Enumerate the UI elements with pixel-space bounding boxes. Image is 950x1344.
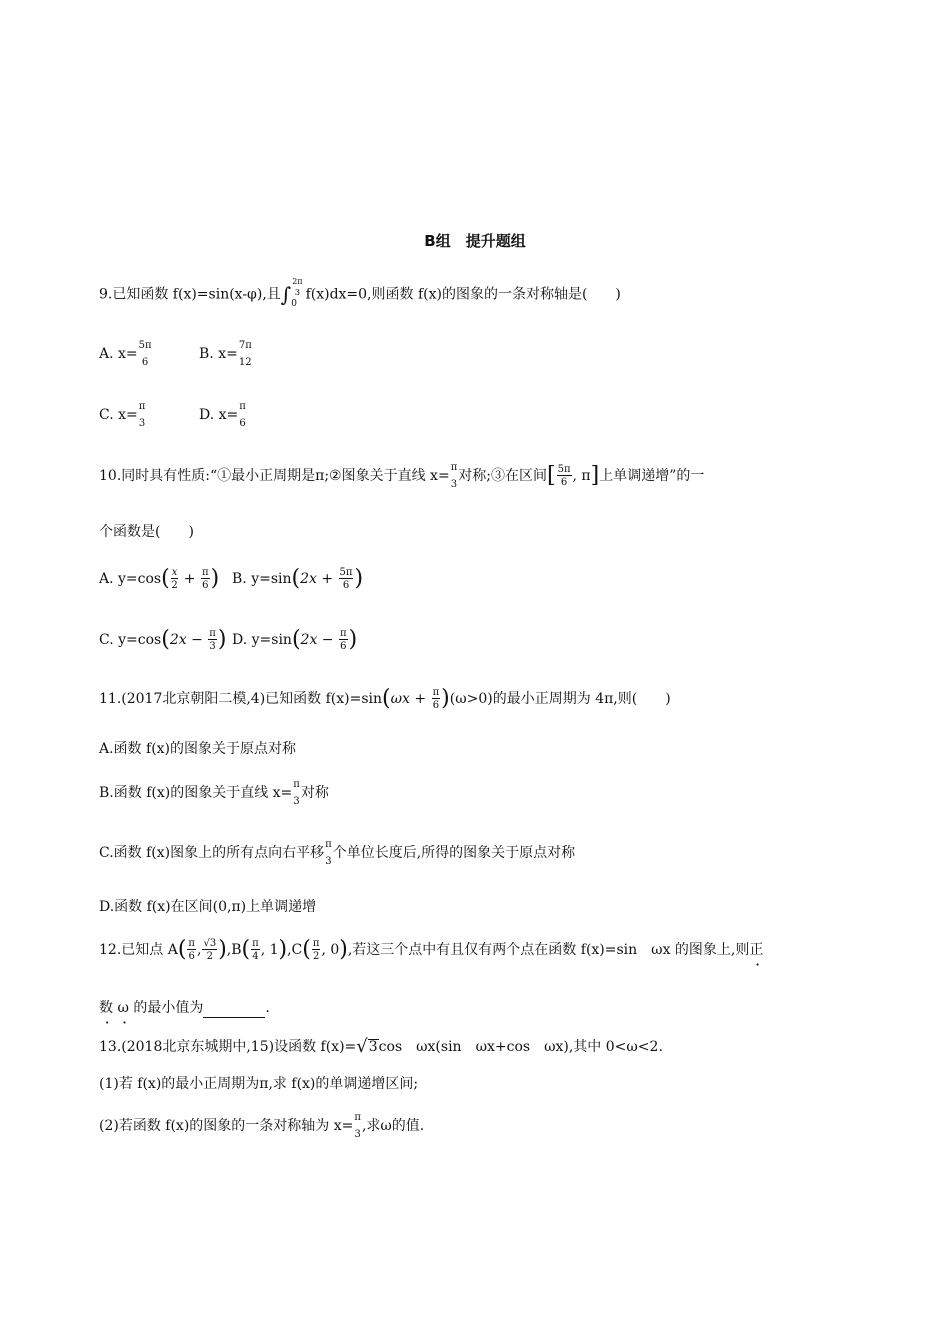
q11-option-b: B.函数 f(x)的图象关于直线 x= π 3 对称	[99, 779, 329, 807]
q13-part2: (2)若函数 f(x)的图象的一条对称轴为 x= π 3 ,求ω的值.	[99, 1112, 425, 1140]
section-title: B组 提升题组	[424, 232, 526, 250]
q11-option-c: C.函数 f(x)图象上的所有点向右平移 π 3 个单位长度后,所得的图象关于原点对称	[99, 839, 576, 867]
answer-blank	[203, 1003, 265, 1018]
q10-option-b: B. y=sin(2x + $\frac{5\pi}{6}$ )	[232, 566, 364, 591]
q11-option-d: D.函数 f(x)在区间(0,π)上单调递增	[99, 899, 317, 915]
q12-stem-line2: 数 ω · 的最小值为 .	[99, 998, 270, 1018]
q10-option-d: D. y=sin(2x − $\frac{\pi}{6}$ )	[232, 627, 358, 652]
q10-stem: 10.同时具有性质:“①最小正周期是π;②图象关于直线 x= π 3 对称;③在区间[ $\frac{5\pi}{6}$ , π]上单调递增”的一	[99, 462, 705, 490]
q13-stem: 13.(2018北京东城期中,15)设函数 f(x)=√3cos ωx(sin ωx+cos ωx),其中 0<ω<2.	[99, 1036, 663, 1057]
q9-option-b: B. x= 7π 12	[199, 340, 252, 368]
q9-option-d: D. x= π 6	[199, 401, 246, 429]
q9-option-c: C. x= π 3	[99, 401, 146, 429]
integral-sign: ∫	[280, 282, 292, 307]
sqrt-icon: √	[356, 1036, 368, 1057]
q11-option-a: A.函数 f(x)的图象关于原点对称	[99, 741, 297, 757]
q11-stem: 11.(2017北京朝阳二模,4)已知函数 f(x)=sin(ωx + $\frac{\pi}{6}$ )(ω>0)的最小正周期为 4π,则( )	[99, 686, 671, 711]
q10-option-c: C. y=cos(2x − $\frac{\pi}{3}$ )	[99, 627, 227, 652]
q10-stem-line2: 个函数是( )	[99, 524, 194, 540]
q10-option-a: A. y=cos( $\frac{x}{2}$ + $\frac{\pi}{6}$ )	[99, 566, 220, 591]
q9-option-a: A. x= 5π 6	[99, 340, 152, 368]
q12-stem: 12.已知点 A( $\frac{\pi}{6}$ , $\frac{√3}{2}$ ),B( $\frac{\pi}{4}$ , 1),C( $\frac{\pi}{2}$ , 0),若这三个点中有且仅有两个点在函数 f(x)=sin ωx 的图象上,则正	[99, 937, 764, 962]
integral-limits: 2π 3 0	[291, 277, 303, 309]
q13-part1: (1)若 f(x)的最小正周期为π,求 f(x)的单调递增区间;	[99, 1076, 419, 1092]
q9-stem: 9.已知函数 f(x)=sin(x-φ),且∫ 2π 3 0f(x)dx=0,则函数 f(x)的图象的一条对称轴是( )	[99, 277, 621, 309]
